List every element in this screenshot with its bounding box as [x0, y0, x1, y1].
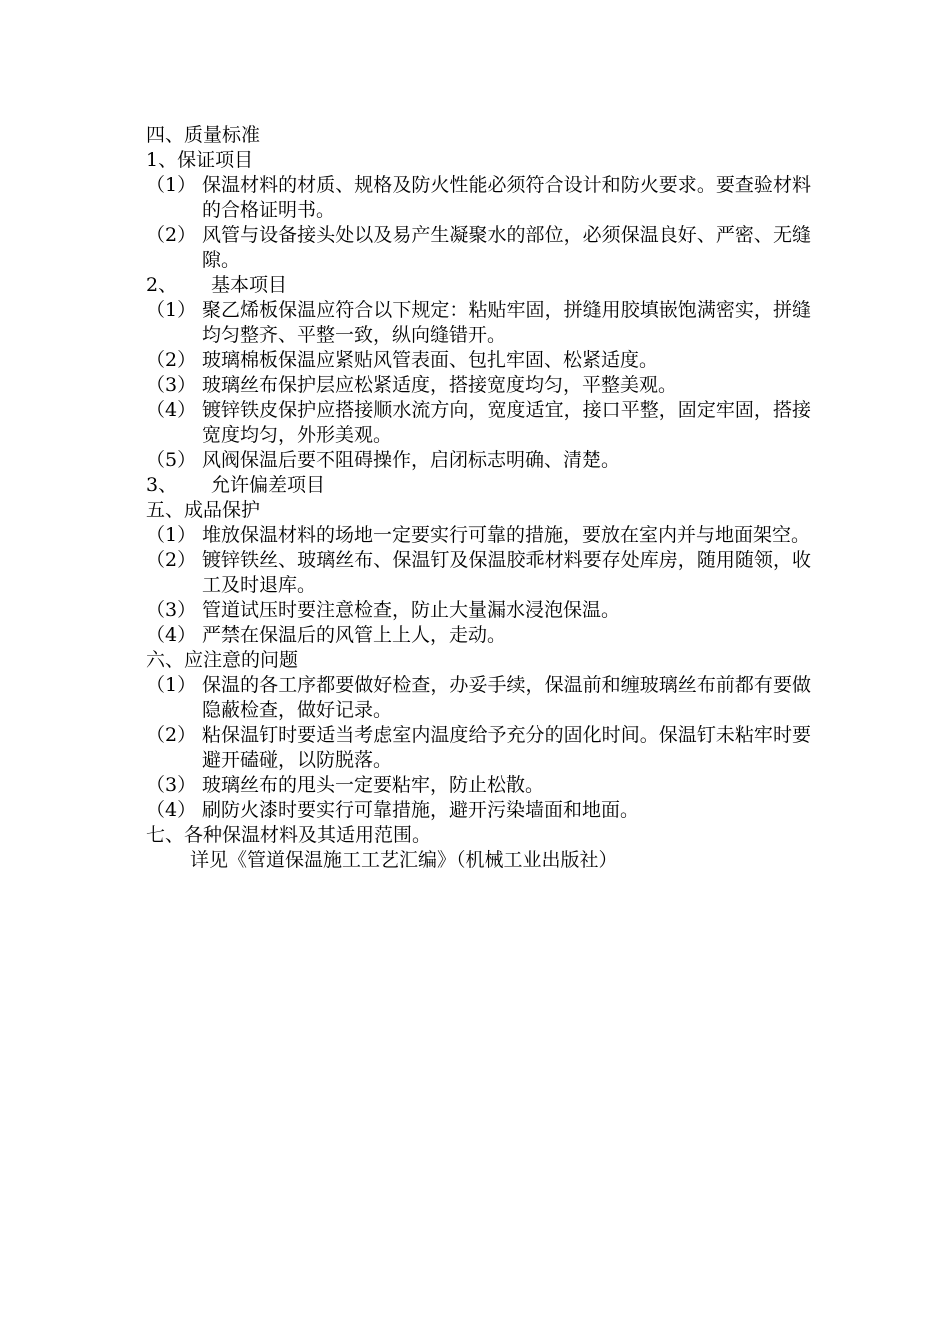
list-item-text: 玻璃丝布的甩头一定要粘牢，防止松散。 [202, 774, 545, 796]
list-item [146, 223, 811, 273]
list-item [146, 548, 811, 598]
list-item-text: 聚乙烯板保温应符合以下规定：粘贴牢固，拼缝用胶填嵌饱满密实，拼缝均匀整齐、平整一致，纵向缝错开。 [202, 299, 811, 346]
list-item-number: （2） [146, 549, 197, 571]
list-item-text: 镀锌铁丝、玻璃丝布、保温钉及保温胶乖材料要存处库房，随用随领，收工及时退库。 [202, 549, 811, 596]
list-item-text: 刷防火漆时要实行可靠措施，避开污染墙面和地面。 [202, 799, 640, 821]
subsection-heading-tolerance [146, 473, 811, 498]
section-heading-quality: 四、质量标准 [146, 124, 261, 146]
list-item-number: （3） [146, 599, 197, 621]
list-item-text: 玻璃丝布保护层应松紧适度，搭接宽度均匀，平整美观。 [202, 374, 678, 396]
list-item-text: 粘保温钉时要适当考虑室内温度给予充分的固化时间。保温钉未粘牢时要避开磕碰，以防脱落。 [202, 724, 811, 771]
subsection-heading-guarantee: 1、保证项目 [146, 149, 254, 171]
section-heading-issues: 六、应注意的问题 [146, 649, 299, 671]
subsection-number: 3、 [146, 474, 178, 496]
list-item-text: 管道试压时要注意检查，防止大量漏水浸泡保温。 [202, 599, 621, 621]
list-item [146, 623, 811, 648]
list-item [146, 398, 811, 448]
subsection-heading-basic [146, 273, 811, 298]
list-item [146, 523, 811, 548]
list-item-text: 严禁在保温后的风管上上人，走动。 [202, 624, 507, 646]
subsection-title: 允许偏差项目 [211, 474, 326, 496]
list-item-text: 堆放保温材料的场地一定要实行可靠的措施，要放在室内并与地面架空。 [202, 524, 811, 546]
list-item [146, 798, 811, 823]
list-item-number: （2） [146, 724, 197, 746]
list-item [146, 773, 811, 798]
list-item [146, 348, 811, 373]
list-item-number: （3） [146, 374, 197, 396]
list-item [146, 673, 811, 723]
list-item [146, 598, 811, 623]
list-item-text: 风阀保温后要不阻碍操作，启闭标志明确、清楚。 [202, 449, 621, 471]
list-item [146, 448, 811, 473]
list-item-number: （4） [146, 624, 197, 646]
list-item-number: （2） [146, 349, 197, 371]
list-item-text: 镀锌铁皮保护应搭接顺水流方向，宽度适宜，接口平整，固定牢固，搭接宽度均匀，外形美观。 [202, 399, 811, 446]
list-item-number: （3） [146, 774, 197, 796]
list-item-number: （5） [146, 449, 197, 471]
document-body [146, 123, 811, 873]
section-heading-materials: 七、各种保温材料及其适用范围。 [146, 824, 432, 846]
list-item [146, 723, 811, 773]
subsection-number: 2、 [146, 274, 178, 296]
list-item [146, 298, 811, 348]
list-item [146, 173, 811, 223]
list-item-text: 玻璃棉板保温应紧贴风管表面、包扎牢固、松紧适度。 [202, 349, 659, 371]
subsection-title: 基本项目 [211, 274, 288, 296]
list-item-number: （1） [146, 674, 197, 696]
list-item-text: 风管与设备接头处以及易产生凝聚水的部位，必须保温良好、严密、无缝隙。 [202, 224, 811, 271]
list-item-number: （1） [146, 174, 197, 196]
list-item-text: 保温材料的材质、规格及防火性能必须符合设计和防火要求。要查验材料的合格证明书。 [202, 174, 811, 221]
list-item-number: （4） [146, 399, 197, 421]
section-heading-protection: 五、成品保护 [146, 499, 261, 521]
list-item-number: （1） [146, 524, 197, 546]
reference-note: 详见《管道保温施工工艺汇编》（机械工业出版社） [190, 849, 618, 871]
list-item [146, 373, 811, 398]
list-item-number: （4） [146, 799, 197, 821]
list-item-number: （2） [146, 224, 197, 246]
list-item-number: （1） [146, 299, 197, 321]
list-item-text: 保温的各工序都要做好检查，办妥手续，保温前和缠玻璃丝布前都有要做隐蔽检查，做好记录。 [202, 674, 811, 721]
